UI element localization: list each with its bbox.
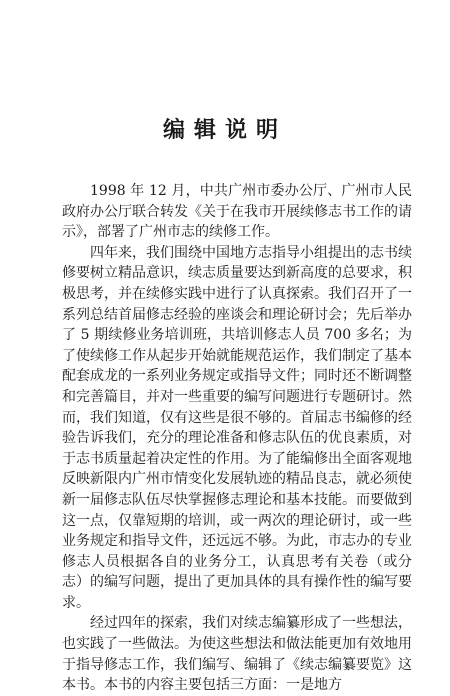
paragraph-3: 经过四年的探索，我们对续志编纂形成了一些想法，也实践了一些做法。为使这些想法和做法能更加有效地用于指导修志工作，我们编写、编辑了《续志编纂要览》这本书。本书的内容主要包括三方面：一是地方 xyxy=(62,615,412,694)
paragraph-2: 四年来，我们围绕中国地方志指导小组提出的志书续修要树立精品意识，续志质量要达到新高度的总要求，积极思考，并在续修实践中进行了认真探索。我们召开了一系列总结首届修志经验的座谈会和理论研讨会；先后举办了 5 期续修业务培训班，共培训修志人员 700 多名；为了使续修工作从起步开始就能规范运作，我们制定了基本配套成龙的一系列业务规定或指导文件；同时还不断调整和完善篇目，并对一些重要的编写问题进行专题研讨。然而，我们知道，仅有这些是很不够的。首届志书编修的经验告诉我们，充分的理论准备和修志队伍的优良素质，对于志书质量起着决定性的作用。为了能编修出全面客观地反映新限内广州市情变化发展轨迹的精品良志，就必须使新一届修志队伍尽快掌握修志理论和基本技能。而要做到这一点，仅靠短期的培训，或一两次的理论研讨，或一些业务规定和指导文件，还远远不够。为此，市志办的专业修志人员根据各自的业务分工，认真思考有关卷（或分志）的编写问题，提出了更加具体的具有操作性的编写要求。 xyxy=(62,244,412,611)
page-title: 编辑说明 xyxy=(162,118,287,143)
document-body xyxy=(62,181,412,696)
paragraph-1: 1998 年 12 月，中共广州市委办公厅、广州市人民政府办公厅联合转发《关于在我市开展续修志书工作的请示》，部署了广州市志的续修工作。 xyxy=(62,183,412,241)
